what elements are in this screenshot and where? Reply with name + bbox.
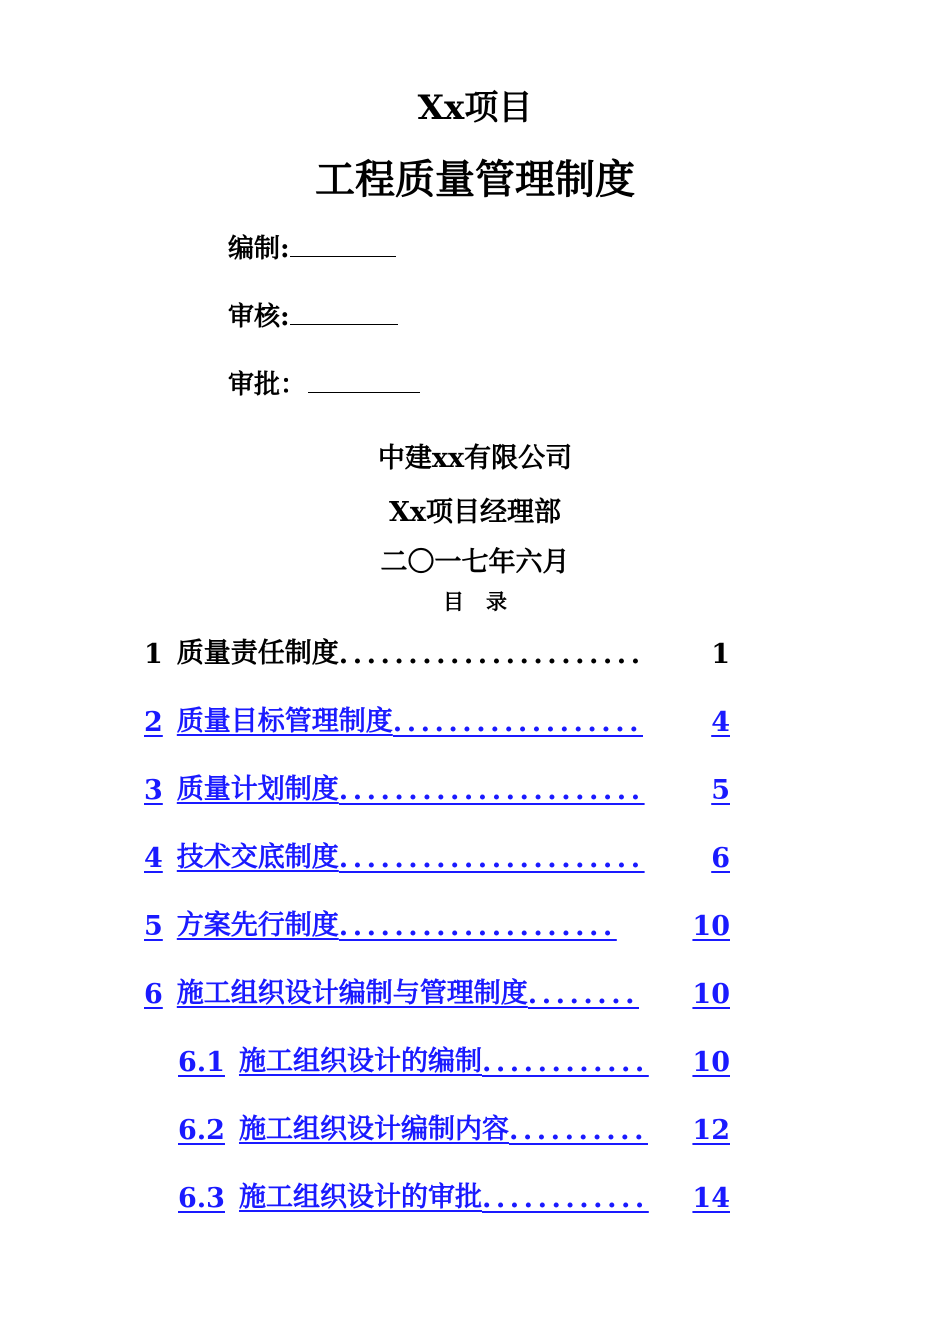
approver-field <box>228 364 420 401</box>
toc-entry-leader: .................... <box>338 911 617 942</box>
toc-entry <box>144 630 730 670</box>
reviewer-label: 审核: <box>228 302 290 332</box>
project-title: Xx项目 <box>417 88 533 128</box>
toc-entry-page: 6 <box>711 843 730 874</box>
toc-entry-page: 14 <box>692 1183 730 1214</box>
toc-entry-page: 10 <box>692 911 730 942</box>
document-date: 二〇一七年六月 <box>380 547 570 578</box>
reviewer-field <box>228 296 398 333</box>
toc-entry-number: 6.1 <box>178 1047 225 1078</box>
toc-entry-leader: .................. <box>392 707 643 738</box>
toc-entry-number: 3 <box>144 775 163 806</box>
toc-entry-page: 1 <box>711 639 730 670</box>
toc-entry-leader: ............ <box>481 1183 649 1214</box>
compiler-blank <box>290 234 396 257</box>
toc-entry-page: 4 <box>711 707 730 738</box>
toc-entry-label: 质量目标管理制度 <box>176 706 393 737</box>
toc-entry-number: 1 <box>144 639 163 670</box>
toc-entry-leader: ............ <box>481 1047 649 1078</box>
toc-entry-label: 质量责任制度 <box>176 638 339 669</box>
toc-entry-label: 方案先行制度 <box>176 910 339 941</box>
company-name: 中建xx有限公司 <box>377 443 573 474</box>
toc-entry-label: 技术交底制度 <box>176 842 339 873</box>
toc-entry-link[interactable] <box>144 766 730 806</box>
reviewer-blank <box>290 302 398 325</box>
toc-entry-number: 6 <box>144 979 163 1010</box>
toc-entry-page: 10 <box>692 979 730 1010</box>
toc-entry-page: 12 <box>692 1115 730 1146</box>
toc-entry-page: 10 <box>692 1047 730 1078</box>
compiler-field <box>228 228 396 265</box>
department-name: Xx项目经理部 <box>388 497 562 528</box>
toc-entry-number: 6.3 <box>178 1183 225 1214</box>
toc-entry-number: 4 <box>144 843 163 874</box>
toc-entry-link[interactable] <box>144 970 730 1010</box>
approver-blank <box>308 370 420 393</box>
document-title: 工程质量管理制度 <box>315 156 635 203</box>
toc-entry-link[interactable] <box>144 698 730 738</box>
toc-entry-link[interactable] <box>144 834 730 874</box>
toc-entry-leader: ........ <box>527 979 639 1010</box>
toc-entry-leader: ...................... <box>338 639 645 670</box>
toc-entry-number: 6.2 <box>178 1115 225 1146</box>
toc-heading: 目录 <box>443 589 529 614</box>
toc-entry-label: 施工组织设计编制内容 <box>238 1114 509 1145</box>
toc-entry-leader: ...................... <box>338 843 645 874</box>
toc-entry-label: 施工组织设计的审批 <box>238 1182 482 1213</box>
toc-entry-label: 质量计划制度 <box>176 774 339 805</box>
toc-entry-leader: .......... <box>508 1115 648 1146</box>
toc-subentry-link[interactable] <box>178 1106 730 1146</box>
compiler-label: 编制: <box>228 234 290 264</box>
toc-entry-number: 5 <box>144 911 163 942</box>
toc-subentry-link[interactable] <box>178 1038 730 1078</box>
toc-entry-link[interactable] <box>144 902 730 942</box>
toc-entry-number: 2 <box>144 707 163 738</box>
toc-entry-label: 施工组织设计编制与管理制度 <box>176 978 528 1009</box>
approver-label: 审批： <box>228 370 307 400</box>
toc-subentry-link[interactable] <box>178 1174 730 1214</box>
toc-entry-label: 施工组织设计的编制 <box>238 1046 482 1077</box>
toc-entry-page: 5 <box>711 775 730 806</box>
toc-entry-leader: ...................... <box>338 775 645 806</box>
